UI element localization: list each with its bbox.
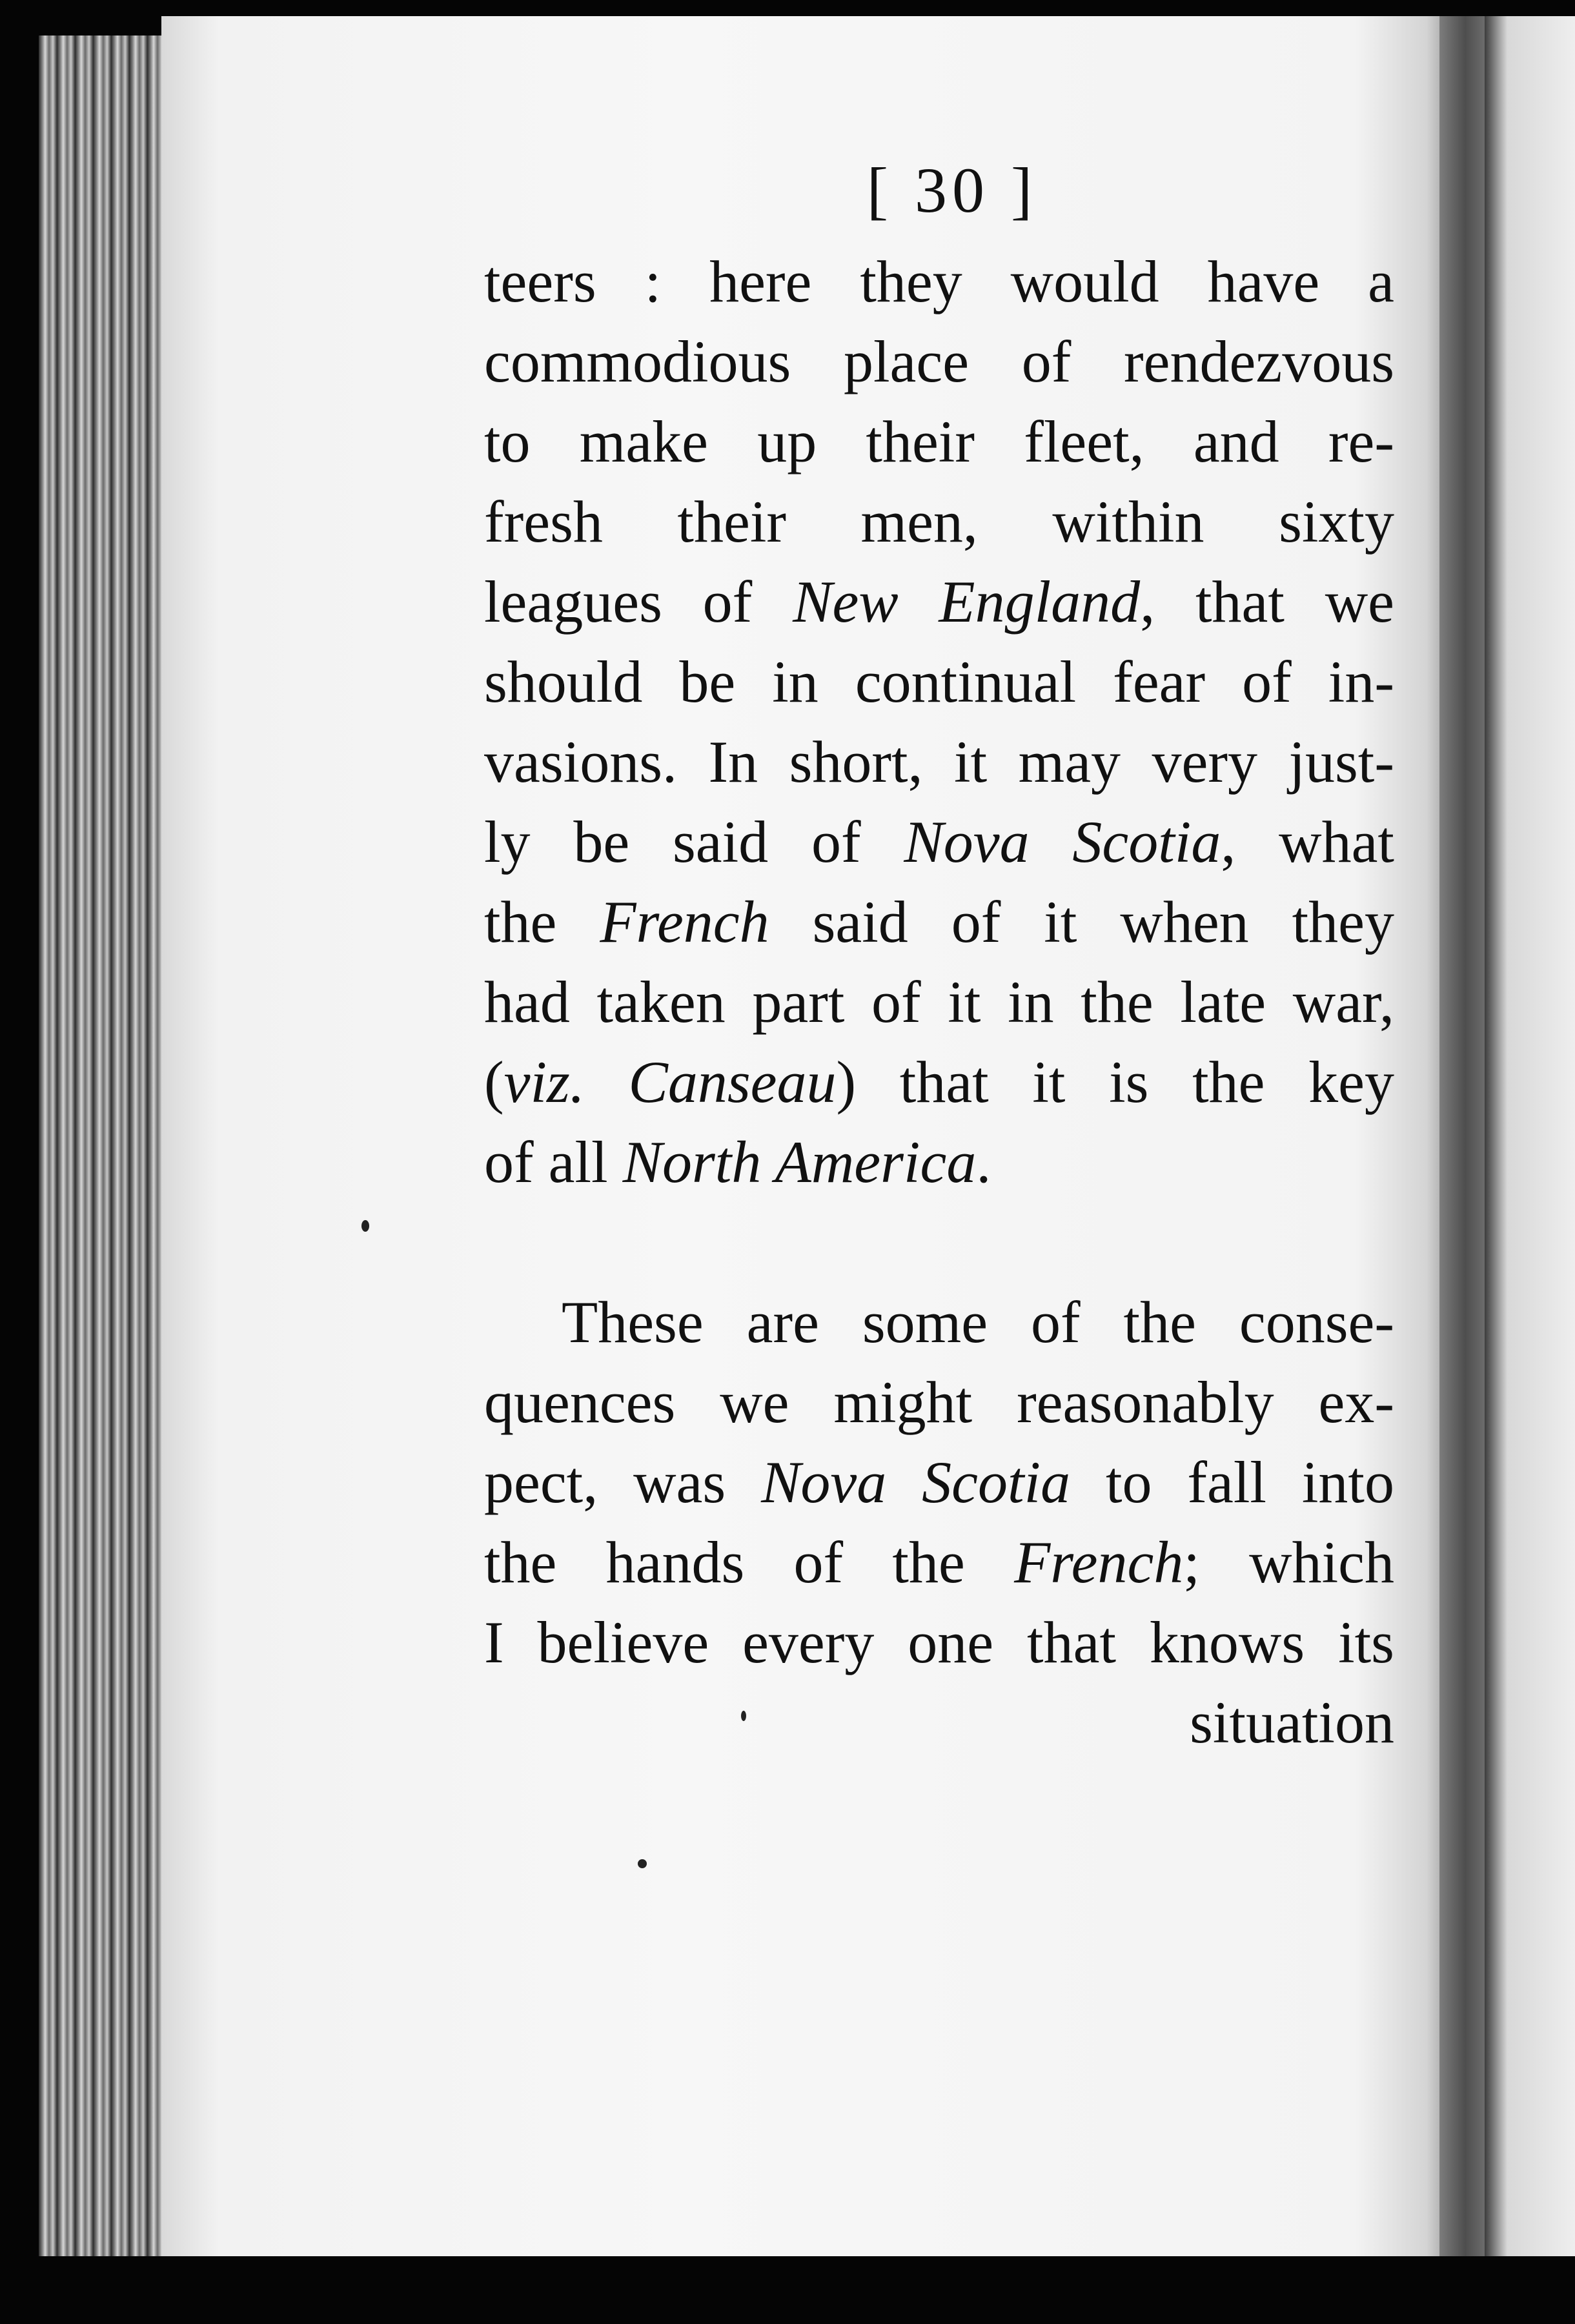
text-run: should be in continual fear of in- bbox=[484, 649, 1394, 715]
text-run: , what bbox=[1221, 809, 1394, 875]
text-run: ; which bbox=[1183, 1529, 1394, 1595]
paragraph-gap bbox=[484, 1202, 1394, 1282]
italic-place-name: Nova Scotia bbox=[761, 1449, 1071, 1515]
text-line bbox=[484, 882, 1394, 962]
italic-nationality: French bbox=[600, 889, 769, 955]
text-run: to fall into bbox=[1070, 1449, 1394, 1515]
text-run: teers : here they would have a bbox=[484, 249, 1394, 314]
page-edges bbox=[39, 36, 174, 2256]
text-run: ly be said of bbox=[484, 809, 904, 875]
text-run: These are some of the conse- bbox=[562, 1289, 1394, 1355]
text-line bbox=[484, 802, 1394, 882]
text-line bbox=[484, 1042, 1394, 1122]
paragraph-2 bbox=[484, 1282, 1394, 1762]
text-run: , that we bbox=[1140, 569, 1394, 635]
text-line bbox=[484, 1602, 1394, 1682]
page-text bbox=[484, 148, 1394, 1762]
italic-place-name: Nova Scotia bbox=[904, 809, 1221, 875]
text-run: pect, was bbox=[484, 1449, 762, 1515]
text-line bbox=[484, 722, 1394, 802]
text-run: ( bbox=[484, 1049, 504, 1115]
page-number: [ 30 ] bbox=[866, 154, 1038, 226]
text-run: quences we might reasonably ex- bbox=[484, 1369, 1394, 1435]
text-run: the hands of the bbox=[484, 1529, 1015, 1595]
text-line bbox=[484, 241, 1394, 321]
text-line bbox=[484, 562, 1394, 642]
italic-place-name: New England bbox=[793, 569, 1141, 635]
ink-speck bbox=[741, 1711, 746, 1721]
text-run: to make up their fleet, and re- bbox=[484, 409, 1394, 474]
text-run: . bbox=[976, 1129, 991, 1195]
catchword bbox=[484, 1682, 1394, 1762]
text-line bbox=[484, 482, 1394, 562]
text-line bbox=[484, 321, 1394, 402]
ink-speck bbox=[638, 1859, 647, 1868]
text-line bbox=[484, 1122, 1394, 1202]
text-line bbox=[484, 1282, 1394, 1362]
text-run: said of it when they bbox=[769, 889, 1395, 955]
text-line bbox=[484, 962, 1394, 1042]
text-run: commodious place of rendezvous bbox=[484, 329, 1394, 394]
text-run: had taken part of it in the late war, bbox=[484, 969, 1394, 1035]
text-run: of all bbox=[484, 1129, 623, 1195]
ink-speck bbox=[361, 1220, 369, 1232]
italic-place-name: North America bbox=[622, 1129, 977, 1195]
text-run: fresh their men, within sixty bbox=[484, 489, 1394, 555]
italic-nationality: French bbox=[1014, 1529, 1184, 1595]
text-line bbox=[484, 1522, 1394, 1602]
text-line bbox=[484, 642, 1394, 722]
text-run: the bbox=[484, 889, 600, 955]
facing-page bbox=[1485, 16, 1575, 2256]
paragraph-1 bbox=[484, 241, 1394, 1202]
text-run: I believe every one that knows its bbox=[484, 1609, 1394, 1675]
text-line bbox=[484, 1362, 1394, 1442]
catchword-text: situation bbox=[1190, 1689, 1394, 1755]
text-line bbox=[484, 402, 1394, 482]
italic-place-name: viz. Canseau bbox=[503, 1049, 837, 1115]
text-run: ) that it is the key bbox=[836, 1049, 1394, 1115]
text-run: vasions. In short, it may very just- bbox=[484, 729, 1394, 795]
text-run: leagues of bbox=[484, 569, 793, 635]
text-line bbox=[484, 1442, 1394, 1522]
